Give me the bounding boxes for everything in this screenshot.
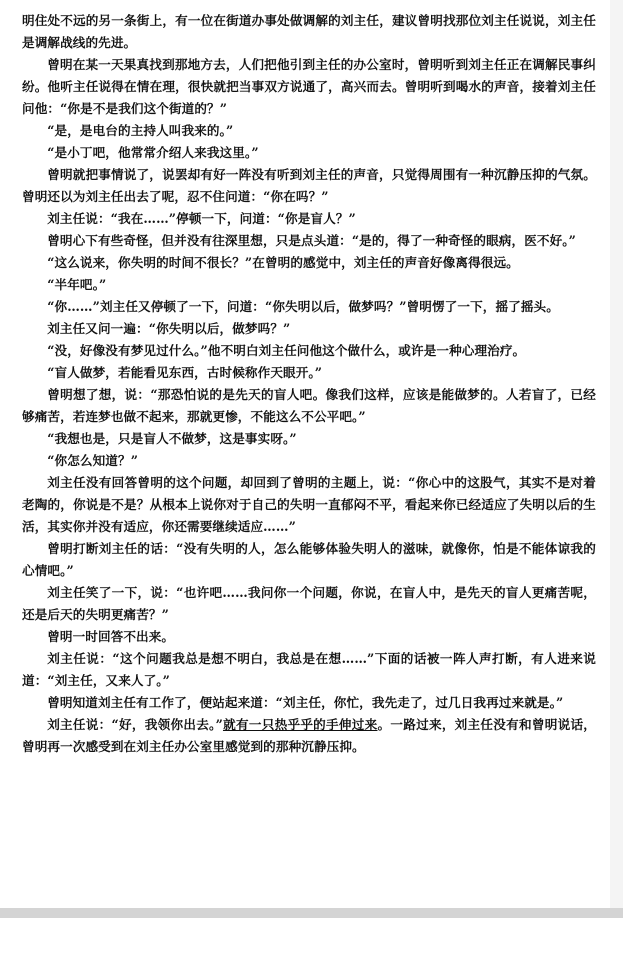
last-paragraph-after: 。一路过来，刘主任没有和曾明说话，曾明再一次感受到在刘主任办公室里感觉到的那种沉静压抑。 [22,717,596,754]
paragraph-3: “是，是电台的主持人叫我来的。” [47,123,234,138]
paragraph-11: 刘主任又问一遍：“你失明以后，做梦吗？” [47,321,291,336]
paragraph-20: 曾明一时回答不出来。 [47,629,175,644]
page-bottom-divider [0,908,623,918]
paragraph-13: “盲人做梦，若能看见东西，古时候称作天眼开。” [47,365,323,380]
paragraph-7: 曾明心下有些奇怪，但并没有往深里想，只是点头道：“是的，得了一种奇怪的眼病，医不好。” [47,233,577,248]
paragraph-1: 明住处不远的另一条街上，有一位在街道办事处做调解的刘主任，建议曾明找那位刘主任说说，刘主任是调解战线的先进。 [22,13,596,50]
last-paragraph-before: 刘主任说：“好，我领你出去。” [47,717,223,732]
paragraph-19: 刘主任笑了一下，说：“也许吧……我问你一个问题，你说，在盲人中，是先天的盲人更痛苦呢，还是后天的失明更痛苦？” [22,585,596,622]
paragraph-16: “你怎么知道？” [47,453,139,468]
paragraph-10: “你……”刘主任又停顿了一下，问道：“你失明以后，做梦吗？”曾明愣了一下，摇了摇头。 [47,299,559,314]
paragraph-21: 刘主任说：“这个问题我总是想不明白，我总是在想……”下面的话被一阵人声打断，有人进来说道：“刘主任，又来人了。” [22,651,596,688]
paragraph-4: “是小丁吧，他常常介绍人来我这里。” [47,145,259,160]
paragraph-9: “半年吧。” [47,277,107,292]
underlined-phrase: 就有一只热乎乎的手伸过来 [222,717,378,732]
page-right-edge [610,0,623,908]
paragraph-12: “没，好像没有梦见过什么。”他不明白刘主任问他这个做什么，或许是一种心理治疗。 [47,343,526,358]
article-body [22,10,596,758]
paragraph-8: “这么说来，你失明的时间不很长？”在曾明的感觉中，刘主任的声音好像离得很远。 [47,255,519,270]
paragraph-23 [22,714,596,758]
paragraph-18: 曾明打断刘主任的话：“没有失明的人，怎么能够体验失明人的滋味，就像你，怕是不能体谅我的心情吧。” [22,541,596,578]
blank-area [0,918,623,963]
paragraph-15: “我想也是，只是盲人不做梦，这是事实呀。” [47,431,297,446]
paragraph-5: 曾明就把事情说了，说罢却有好一阵没有听到刘主任的声音，只觉得周围有一种沉静压抑的气氛。曾明还以为刘主任出去了呢，忍不住问道：“你在吗？” [22,167,596,204]
paragraph-2: 曾明在某一天果真找到那地方去，人们把他引到主任的办公室时，曾明听到刘主任正在调解民事纠纷。他听主任说得在情在理，很快就把当事双方说通了，高兴而去。曾明听到喝水的声音，接着刘主任问他：“你是不是我们这个街道的？” [22,57,596,116]
paragraph-6: 刘主任说：“我在……”停顿一下，问道：“你是盲人？” [47,211,356,226]
paragraph-14: 曾明想了想，说：“那恐怕说的是先天的盲人吧。像我们这样，应该是能做梦的。人若盲了，已经够痛苦，若连梦也做不起来，那就更惨，不能这么不公平吧。” [22,387,596,424]
paragraph-22: 曾明知道刘主任有工作了，便站起来道：“刘主任，你忙，我先走了，过几日我再过来就是。” [47,695,564,710]
paragraph-17: 刘主任没有回答曾明的这个问题，却回到了曾明的主题上，说：“你心中的这股气，其实不是对着老陶的，你说是不是？从根本上说你对于自己的失明一直郁闷不平，看起来你已经适应了失明以后的生活，其实你并没有适应，你还需要继续适应……” [22,475,596,534]
